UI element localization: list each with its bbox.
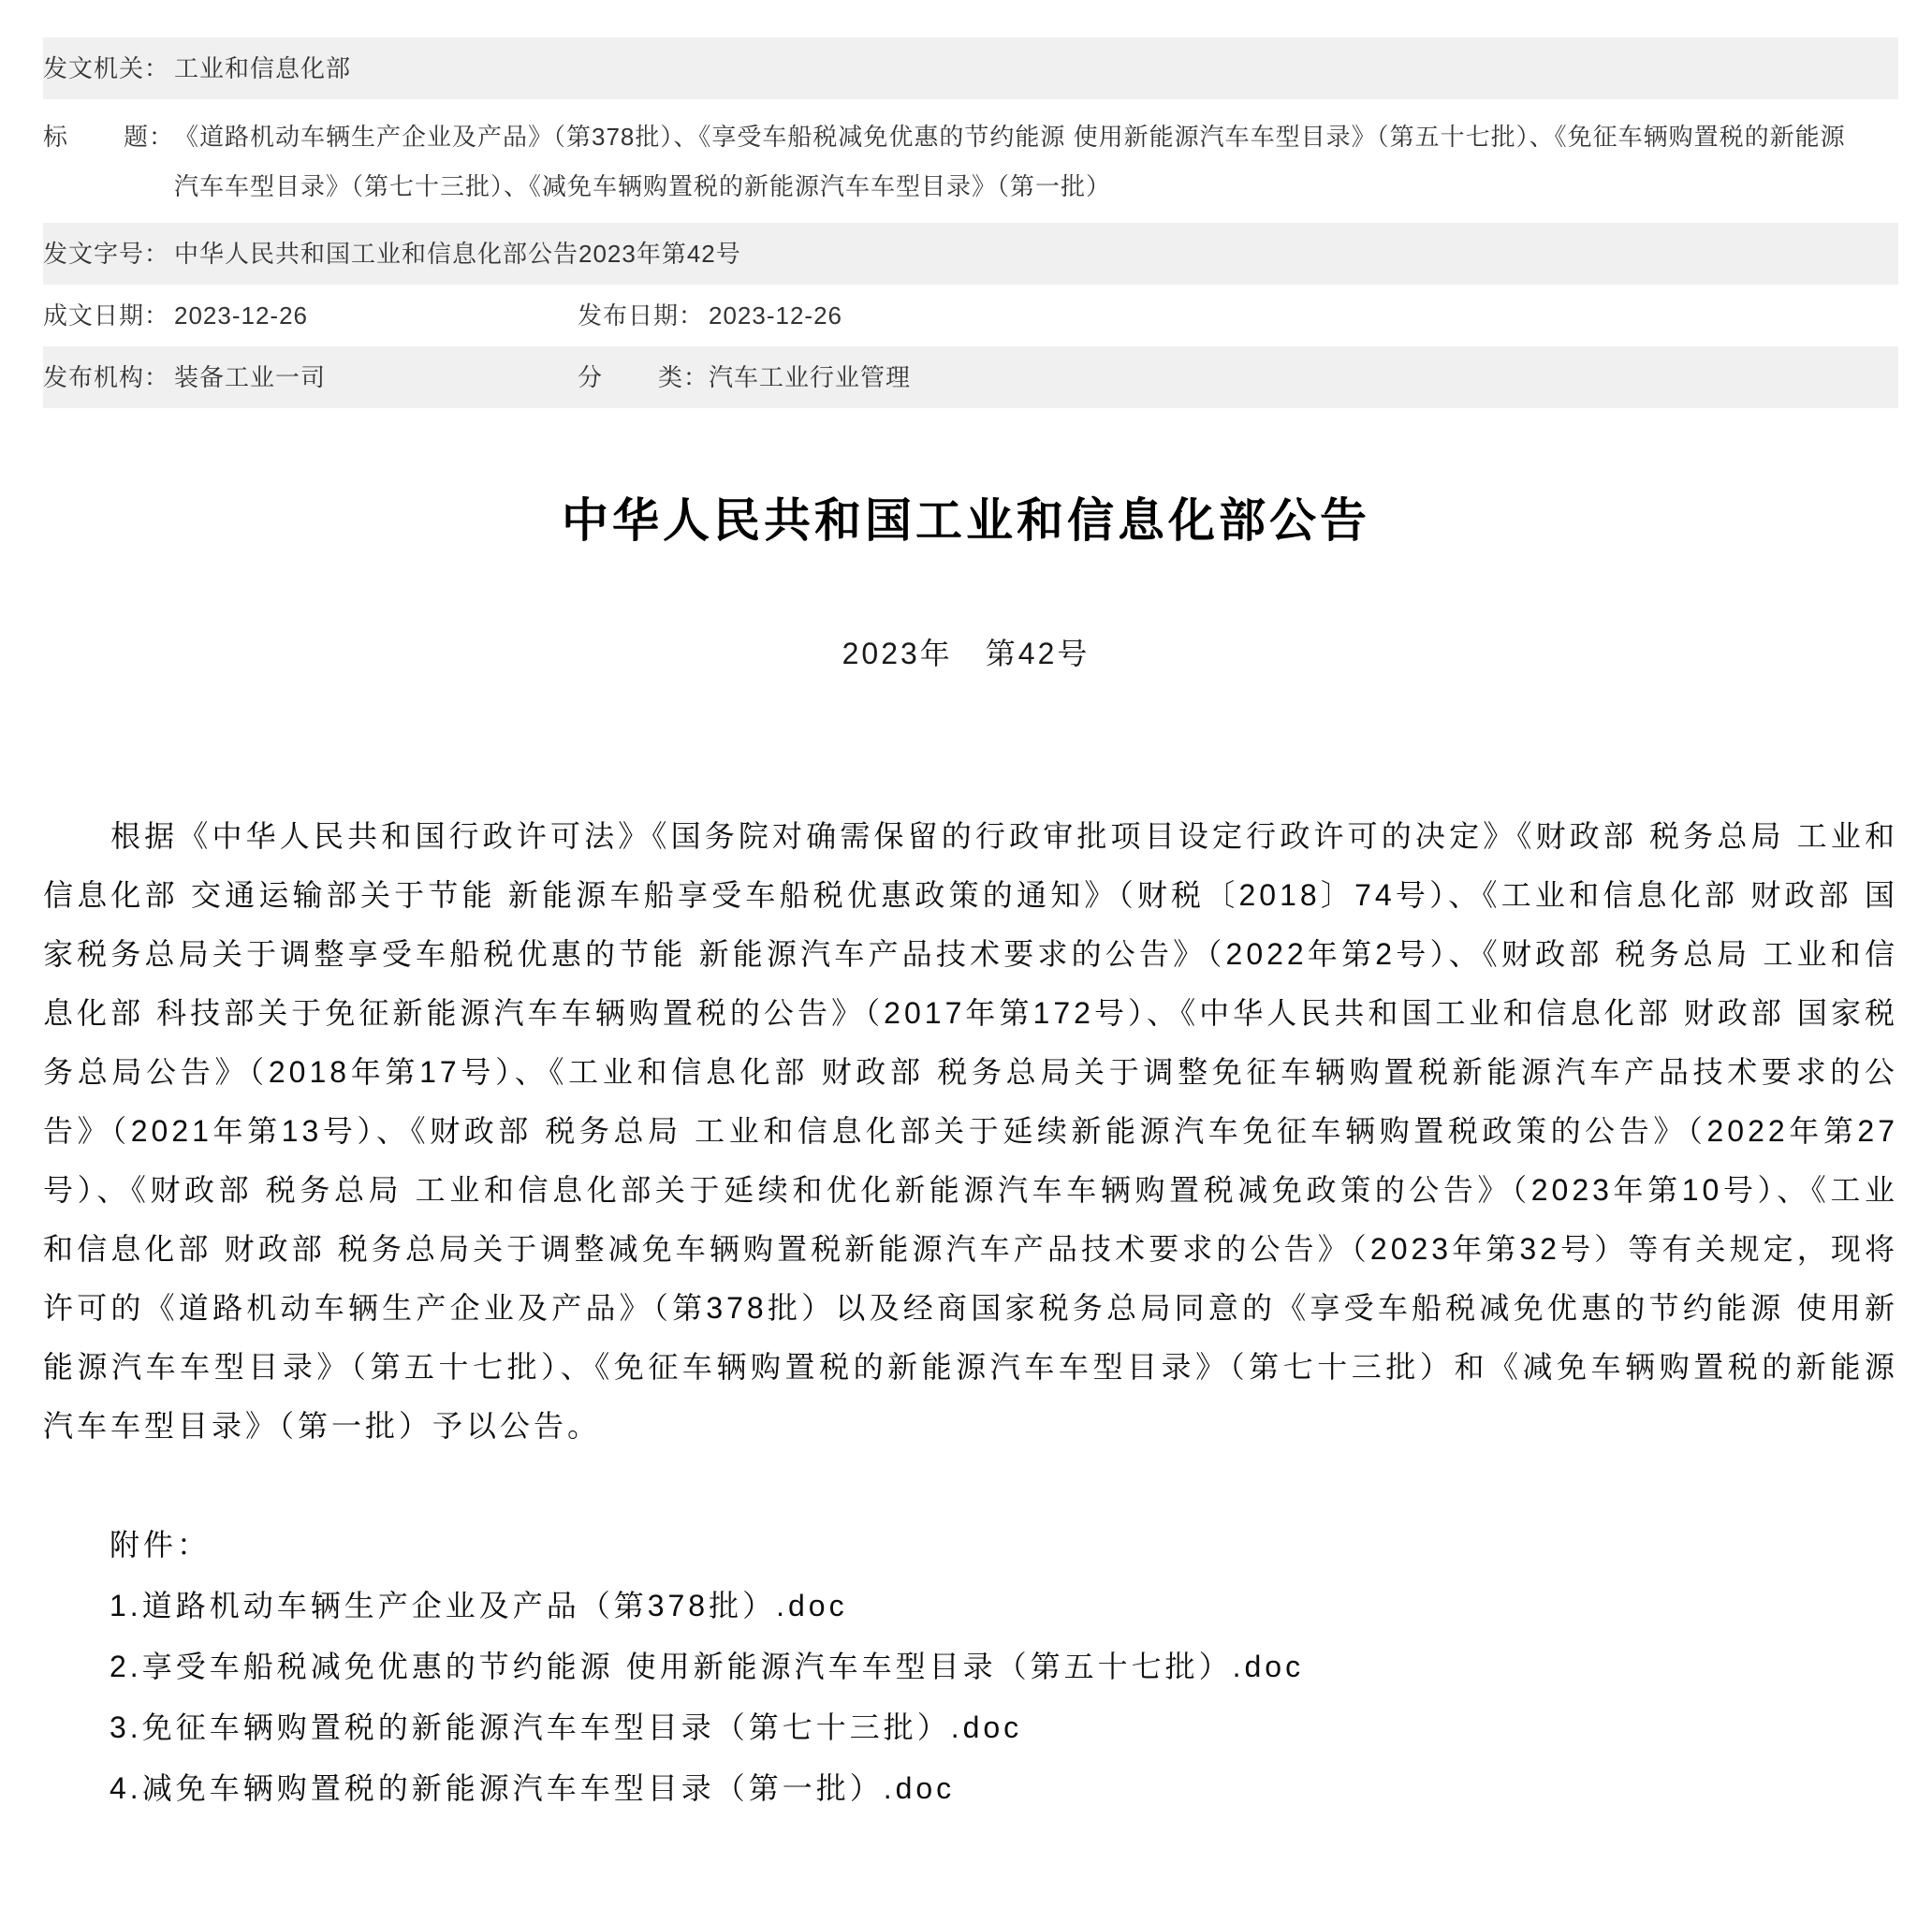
meta-value-title: 《道路机动车辆生产企业及产品》（第378批）、《享受车船税减免优惠的节约能源 使用新能源汽车车型目录》（第五十七批）、《免征车辆购置税的新能源汽车车型目录》（第七十三批）、《减免车辆购置税的新能源汽车车型目录》（第一批） <box>174 123 1846 200</box>
meta-row-title <box>43 99 1898 223</box>
meta-value-written-date: 2023-12-26 <box>174 301 308 330</box>
attachment-link-3[interactable]: 3.免征车辆购置税的新能源汽车车型目录（第七十三批）.doc <box>110 1710 1023 1744</box>
meta-pair-publish-date <box>578 300 1870 331</box>
attachments-heading: 附件： <box>110 1528 212 1562</box>
meta-value-publisher: 装备工业一司 <box>174 363 327 391</box>
attachment-link-4[interactable]: 4.减免车辆购置税的新能源汽车车型目录（第一批）.doc <box>110 1771 956 1805</box>
attachments-section <box>43 1515 1898 1819</box>
meta-label-category-char-1: 分 <box>578 363 604 391</box>
meta-value-category: 汽车工业行业管理 <box>709 363 912 391</box>
meta-value-issuing-agency: 工业和信息化部 <box>174 54 352 82</box>
meta-label-category-char-2: 类： <box>657 363 709 391</box>
announcement-page <box>0 37 1932 1908</box>
meta-label-title <box>43 112 174 162</box>
meta-label-publish-date: 发布日期： <box>578 301 705 330</box>
meta-value-document-number: 中华人民共和国工业和信息化部公告2023年第42号 <box>174 240 741 268</box>
meta-pair-written-date <box>43 300 578 331</box>
page-title: 中华人民共和国工业和信息化部公告 <box>562 494 1370 547</box>
meta-label-written-date: 成文日期： <box>43 301 170 330</box>
meta-label-publisher: 发布机构： <box>43 363 170 391</box>
meta-row-issuing-agency <box>43 37 1898 99</box>
attachment-link-2[interactable]: 2.享受车船税减免优惠的节约能源 使用新能源汽车车型目录（第五十七批）.doc <box>110 1650 1305 1683</box>
meta-row-dates <box>43 285 1898 346</box>
meta-pair-publisher <box>43 361 578 393</box>
issue-number: 2023年 第42号 <box>842 637 1090 670</box>
meta-label-title-char-2: 题： <box>123 123 174 151</box>
meta-pair-category <box>578 361 1870 393</box>
document-metadata <box>43 37 1898 408</box>
meta-row-document-number <box>43 223 1898 285</box>
meta-value-publish-date: 2023-12-26 <box>709 301 842 330</box>
meta-row-publisher-category <box>43 346 1898 408</box>
meta-label-document-number: 发文字号： <box>43 240 170 268</box>
attachment-link-1[interactable]: 1.道路机动车辆生产企业及产品（第378批）.doc <box>110 1589 848 1622</box>
meta-label-title-char-1: 标 <box>43 123 69 151</box>
announcement-body: 根据《中华人民共和国行政许可法》《国务院对确需保留的行政审批项目设定行政许可的决定》《财政部 税务总局 工业和信息化部 交通运输部关于节能 新能源车船享受车船税优惠政策的通知》（财税〔2018〕74号）、《工业和信息化部 财政部 国家税务总局关于调整享受车船税优惠的节能 新能源汽车产品技术要求的公告》（2022年第2号）、《财政部 税务总局 工业和信息化部 科技部关于免征新能源汽车车辆购置税的公告》（2017年第172号）、《中华人民共和国工业和信息化部 财政部 国家税务总局公告》（2018年第17号）、《工业和信息化部 财政部 税务总局关于调整免征车辆购置税新能源汽车产品技术要求的公告》（2021年第13号）、《财政部 税务总局 工业和信息化部关于延续新能源汽车免征车辆购置税政策的公告》（2022年第27号）、《财政部 税务总局 工业和信息化部关于延续和优化新能源汽车车辆购置税减免政策的公告》（2023年第10号）、《工业和信息化部 财政部 税务总局关于调整减免车辆购置税新能源汽车产品技术要求的公告》（2023年第32号）等有关规定，现将许可的《道路机动车辆生产企业及产品》（第378批）以及经商国家税务总局同意的《享受车船税减免优惠的节约能源 使用新能源汽车车型目录》（第五十七批）、《免征车辆购置税的新能源汽车车型目录》（第七十三批）和《减免车辆购置税的新能源汽车车型目录》（第一批）予以公告。 <box>43 819 1898 1443</box>
meta-label-issuing-agency: 发文机关： <box>43 54 170 82</box>
meta-label-category <box>578 361 709 393</box>
